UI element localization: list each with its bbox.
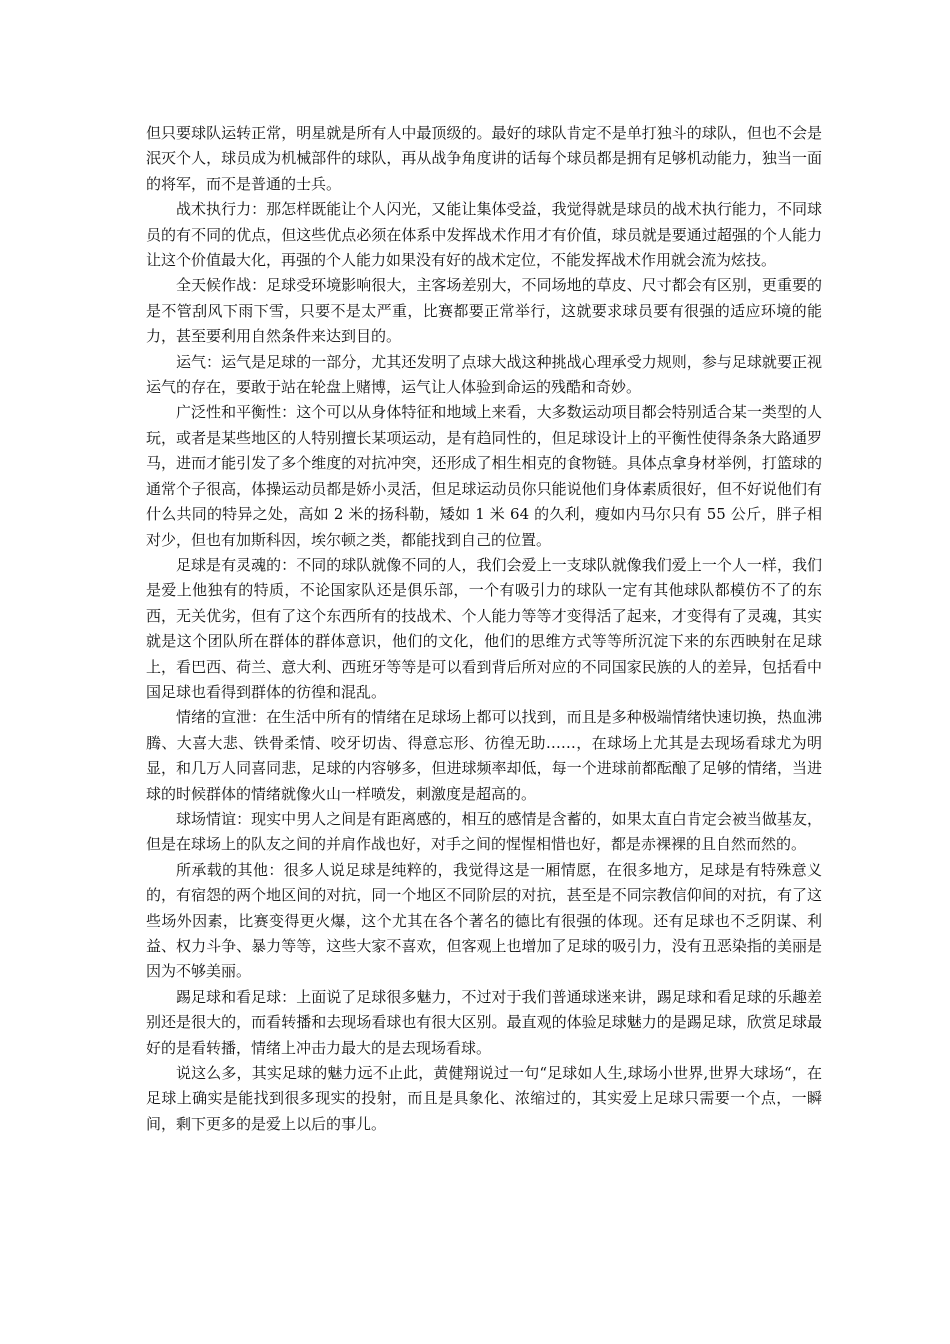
paragraph-conclusion: 说这么多，其实足球的魅力远不止此，黄健翔说过一句“足球如人生,球场小世界,世界大球场“，在足球上确实是能找到很多现实的投射，而且是具象化、浓缩过的，其实爱上足球只需要一个点，一瞬间，剩下更多的是爱上以后的事儿。 (146, 1064, 822, 1133)
paragraph-universality-balance: 广泛性和平衡性：这个可以从身体特征和地域上来看，大多数运动项目都会特别适合某一类型的人玩，或者是某些地区的人特别擅长某项运动，是有趋同性的，但足球设计上的平衡性使得条条大路通罗马，进而才能引发了多个维度的对抗冲突，还形成了相生相克的食物链。具体点拿身材举例，打篮球的通常个子很高，体操运动员都是娇小灵活，但足球运动员你只能说他们身体素质很好，但不好说他们有什么共同的特异之处，高如 2 米的扬科勒，矮如 1 米 64 的久利，瘦如内马尔只有 55 公斤，胖子相对少，但也有加斯科因，埃尔顿之类，都能找到自己的位置。 (146, 403, 822, 549)
paragraph-soul: 足球是有灵魂的：不同的球队就像不同的人，我们会爱上一支球队就像我们爱上一个人一样，我们是爱上他独有的特质，不论国家队还是俱乐部，一个有吸引力的球队一定有其他球队都模仿不了的东西，无关优劣，但有了这个东西所有的技战术、个人能力等等才变得活了起来，才变得有了灵魂，其实就是这个团队所在群体的群体意识，他们的文化，他们的思维方式等等所沉淀下来的东西映射在足球上，看巴西、荷兰、意大利、西班牙等等是可以看到背后所对应的不同国家民族的人的差异，包括看中国足球也看得到群体的彷徨和混乱。 (146, 555, 822, 701)
paragraph-emotion: 情绪的宣泄：在生活中所有的情绪在足球场上都可以找到，而且是多种极端情绪快速切换，热血沸腾、大喜大悲、铁骨柔情、咬牙切齿、得意忘形、彷徨无助……，在球场上尤其是去现场看球尤为明显，和几万人同喜同悲，足球的内容够多，但进球频率却低，每一个进球前都酝酿了足够的情绪，当进球的时候群体的情绪就像火山一样喷发，刺激度是超高的。 (146, 708, 822, 803)
paragraph-other: 所承载的其他：很多人说足球是纯粹的，我觉得这是一厢情愿，在很多地方，足球是有特殊意义的，有宿怨的两个地区间的对抗，同一个地区不同阶层的对抗，甚至是不同宗教信仰间的对抗，有了这些场外因素，比赛变得更火爆，这个尤其在各个著名的德比有很强的体现。还有足球也不乏阴谋、利益、权力斗争、暴力等等，这些大家不喜欢，但客观上也增加了足球的吸引力，没有丑恶染指的美丽是因为不够美丽。 (146, 860, 822, 981)
paragraph-luck: 运气：运气是足球的一部分，尤其还发明了点球大战这种挑战心理承受力规则，参与足球就要正视运气的存在，要敢于站在轮盘上赌博，运气让人体验到命运的残酷和奇妙。 (146, 352, 822, 397)
paragraph-friendship: 球场情谊：现实中男人之间是有距离感的，相互的感情是含蓄的，如果太直白肯定会被当做基友，但是在球场上的队友之间的并肩作战也好，对手之间的惺惺相惜也好，都是赤裸裸的且自然而然的。 (146, 809, 822, 854)
paragraph-play-and-watch: 踢足球和看足球：上面说了足球很多魅力，不过对于我们普通球迷来讲，踢足球和看足球的乐趣差别还是很大的，而看转播和去现场看球也有很大区别。最直观的体验足球魅力的是踢足球，欣赏足球最好的是看转播，情绪上冲击力最大的是去现场看球。 (146, 987, 822, 1057)
paragraph-tactical-execution: 战术执行力：那怎样既能让个人闪光，又能让集体受益，我觉得就是球员的战术执行能力，不同球员的有不同的优点，但这些优点必须在体系中发挥战术作用才有价值，球员就是要通过超强的个人能力让这个价值最大化，再强的个人能力如果没有好的战术定位，不能发挥战术作用就会流为炫技。 (146, 200, 822, 270)
paragraph-continuation: 但只要球队运转正常，明星就是所有人中最顶级的。最好的球队肯定不是单打独斗的球队，但也不会是泯灭个人，球员成为机械部件的球队，再从战争角度讲的话每个球员都是拥有足够机动能力，独当一面的将军，而不是普通的士兵。 (146, 124, 822, 193)
document-page (146, 121, 822, 1137)
paragraph-all-weather: 全天候作战：足球受环境影响很大，主客场差别大，不同场地的草皮、尺寸都会有区别，更重要的是不管刮风下雨下雪，只要不是太严重，比赛都要正常举行，这就要求球员要有很强的适应环境的能力，甚至要利用自然条件来达到目的。 (146, 276, 822, 346)
